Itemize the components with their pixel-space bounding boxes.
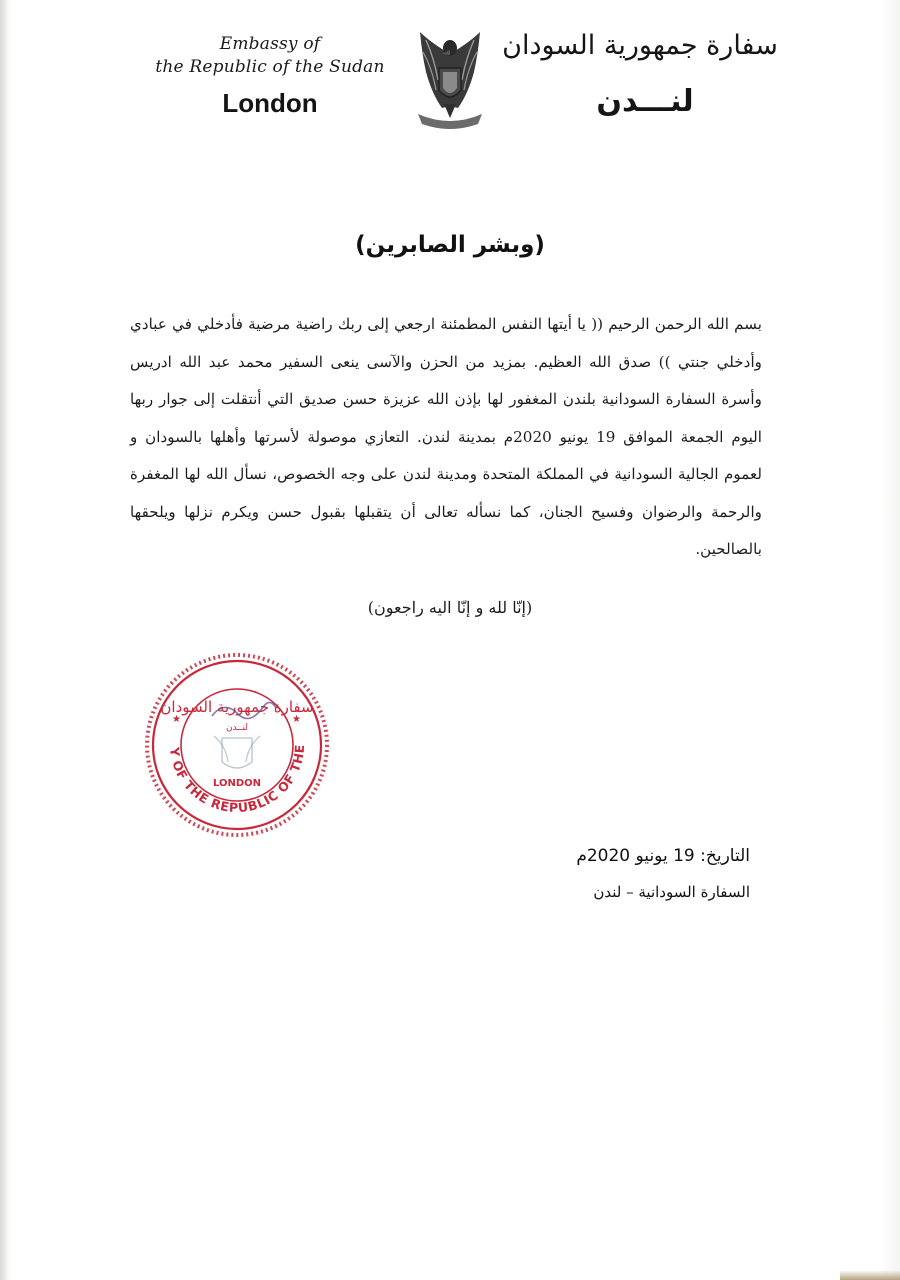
- letter-body: بسم الله الرحمن الرحيم (( يا أيتها النفس المطمئنة ارجعي إلى ربك راضية مرضية فأدخلي في عبادي وأدخلي جنتي )) صدق الله العظيم. بمزيد من الحزن والآسى ينعى السفير محمد عبد الله ادريس وأسرة السفارة السودانية بلندن المغفور لها بإذن الله عزيزة حسن صديق التي أنتقلت إلى جوار ربها اليوم الجمعة الموافق 19 يونيو 2020م بمدينة لندن. التعازي موصولة لأسرتها وأهلها بالسودان و لعموم الجالية السودانية في المملكة المتحدة ومدينة لندن على وجه الخصوص، نسأل الله لها المغفرة والرحمة والرضوان وفسيح الجنان، كما نسأله تعالى أن يتقبلها بقبول حسن ويكرم نزلها ويلحقها بالصالحين.: [130, 315, 762, 558]
- stamp-arabic-text: سفارة جمهورية السودان: [160, 698, 314, 716]
- letterhead-arabic-line1: سفارة جمهورية السودان: [502, 30, 778, 61]
- sudan-emblem-icon: [412, 28, 488, 132]
- letter-date: التاريخ: 19 يونيو 2020م: [576, 846, 750, 866]
- page-corner-mark: [840, 1270, 900, 1280]
- stamp-inner-text: LONDON: [212, 778, 262, 789]
- stamp-outer-text: Y OF THE REPUBLIC OF THE: [166, 743, 308, 816]
- stamp-arabic-city: لنــدن: [225, 723, 249, 733]
- closing-verse: (إنّا لله و إنّا اليه راجعون): [367, 598, 533, 617]
- embassy-stamp: [142, 650, 332, 840]
- letterhead-english-city: London: [222, 88, 318, 118]
- letterhead-arabic-city: لنـــدن: [596, 84, 694, 119]
- svg-text:★: ★: [172, 714, 181, 725]
- letterhead-english-line1: Embassy of: [219, 34, 321, 54]
- letter-signature: السفارة السودانية – لندن: [593, 883, 750, 901]
- page-edge-shadow: [0, 0, 8, 1280]
- letter-title: (وبشر الصابرين): [355, 232, 545, 258]
- svg-text:★: ★: [292, 714, 301, 725]
- letterhead-english-line2: the Republic of the Sudan: [155, 57, 385, 77]
